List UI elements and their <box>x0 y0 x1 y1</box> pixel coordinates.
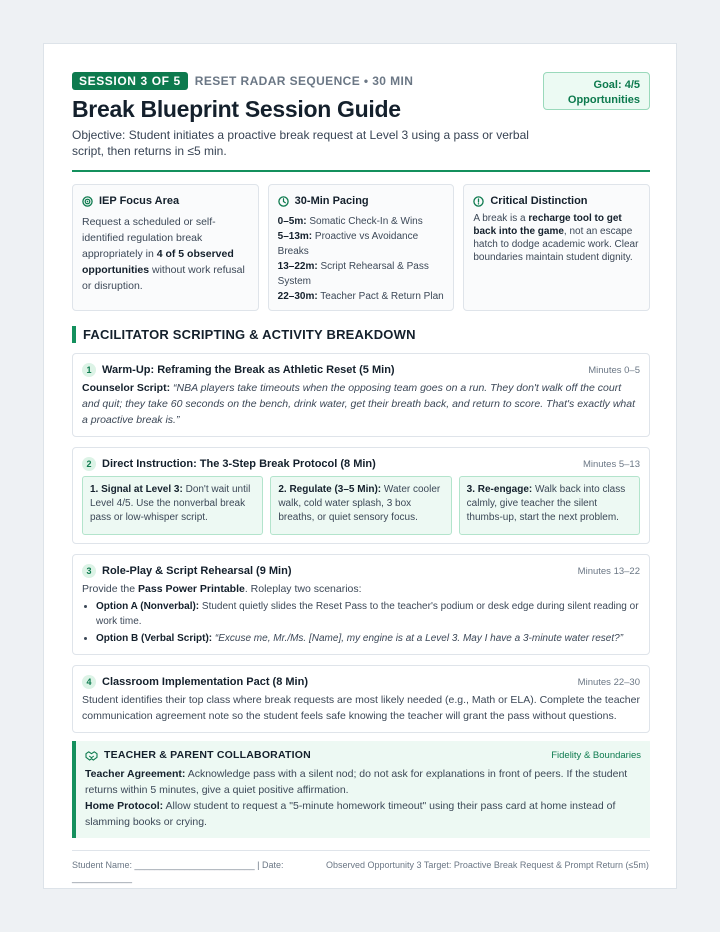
clock-icon <box>278 196 289 207</box>
goal-line-1: Goal: 4/5 <box>593 79 640 91</box>
protocol-step: 2. Regulate (3–5 Min): Water cooler walk, cold water splash, 3 box breaths, or quiet sensory focus. <box>270 476 451 535</box>
roleplay-intro: Provide the Pass Power Printable. Roleplay two scenarios: <box>82 583 362 595</box>
collaboration-title: TEACHER & PARENT COLLABORATION <box>104 749 311 761</box>
activity-number: 4 <box>82 675 96 689</box>
goal-box <box>543 72 650 110</box>
distinction-card-text: A break is a recharge tool to get back into the game, not an escape hatch to dodge academic work. Clear boundaries maintain student dignity. <box>473 213 639 263</box>
activity-2 <box>72 447 650 544</box>
activity-title: Direct Instruction: The 3-Step Break Protocol (8 Min) <box>102 458 376 470</box>
pact-text: Student identifies their top class where break requests are most likely needed (e.g., Math or ELA). Complete the teacher communication agreement note so the student feels safe knowing the teacher will grant the pass without questions. <box>82 694 640 722</box>
iep-card-title: IEP Focus Area <box>99 195 180 207</box>
activity-title: Warm-Up: Reframing the Break as Athletic Reset (5 Min) <box>102 364 395 376</box>
summary-cards <box>72 184 650 311</box>
activity-minutes: Minutes 0–5 <box>588 364 640 376</box>
roleplay-option: • Option B (Verbal Script): “Excuse me, Mr./Ms. [Name], my engine is at a Level 3. May I have a 3-minute water reset?” <box>96 631 640 646</box>
iep-focus-card <box>72 184 259 311</box>
activity-number: 3 <box>82 564 96 578</box>
roleplay-options <box>82 599 640 646</box>
sequence-label: RESET RADAR SEQUENCE • 30 MIN <box>194 74 414 88</box>
protocol-step: 1. Signal at Level 3: Don't wait until Level 4/5. Use the nonverbal break pass or low-whisper script. <box>82 476 263 535</box>
objective-text: Objective: Student initiates a proactive break request at Level 3 using a pass or verbal script, then returns in ≤5 min. <box>72 128 529 158</box>
protocol-step: 3. Re-engage: Walk back into class calmly, give teacher the silent thumbs-up, start the next problem. <box>459 476 640 535</box>
pacing-card <box>268 184 455 311</box>
activity-number: 1 <box>82 363 96 377</box>
activity-number: 2 <box>82 457 96 471</box>
pacing-row: 22–30m: Teacher Pact & Return Plan <box>277 291 444 302</box>
pacing-row: 5–13m: Proactive vs Avoidance Breaks <box>277 231 419 257</box>
goal-line-2: Opportunities <box>567 94 640 106</box>
session-badge: SESSION 3 OF 5 <box>72 72 188 90</box>
activity-3 <box>72 554 650 655</box>
page-title: Break Blueprint Session Guide <box>72 96 401 122</box>
teacher-agreement: Teacher Agreement: Acknowledge pass with a silent nod; do not ask for explanations in front of peers. If the student returns within 5 minutes, give a quiet positive affirmation. <box>85 768 628 796</box>
activity-1 <box>72 353 650 437</box>
pacing-card-title: 30-Min Pacing <box>294 195 369 207</box>
handshake-icon <box>85 750 98 761</box>
student-name-date-field: Student Name: ________________________ | Date: ____________ <box>72 860 284 883</box>
activity-title: Role-Play & Script Rehearsal (9 Min) <box>102 565 292 577</box>
header-divider <box>72 170 650 172</box>
activity-4 <box>72 665 650 733</box>
collaboration-box <box>72 741 650 838</box>
collaboration-tag: Fidelity & Boundaries <box>551 749 641 761</box>
activity-minutes: Minutes 13–22 <box>577 565 640 577</box>
page-footer <box>72 850 650 885</box>
distinction-card-title: Critical Distinction <box>490 195 588 207</box>
alert-circle-icon <box>473 196 484 207</box>
session-guide-page <box>43 43 677 889</box>
pacing-row: 0–5m: Somatic Check-In & Wins <box>277 216 423 227</box>
counselor-script: Counselor Script: “NBA players take timeouts when the opposing team goes on a run. They don't walk off the court and quit; they take 60 seconds on the bench, drink water, get their breath back, and return to score. That's exactly what a proactive break is.” <box>82 382 635 426</box>
protocol-steps <box>82 476 640 535</box>
home-protocol: Home Protocol: Allow student to request a "5-minute homework timeout" using their pass card at home instead of slamming books or crying. <box>85 800 616 828</box>
activity-title: Classroom Implementation Pact (8 Min) <box>102 676 308 688</box>
section-title: FACILITATOR SCRIPTING & ACTIVITY BREAKDOWN <box>72 326 650 343</box>
iep-card-text: Request a scheduled or self-identified regulation break appropriately in 4 of 5 observed opportunities without work refusal or disruption. <box>82 216 245 292</box>
activity-minutes: Minutes 22–30 <box>577 676 640 688</box>
page-content <box>72 72 650 885</box>
target-icon <box>82 196 93 207</box>
critical-distinction-card <box>463 184 650 311</box>
observed-opportunity-target: Observed Opportunity 3 Target: Proactive Break Request & Prompt Return (≤5m) <box>326 860 649 870</box>
activity-minutes: Minutes 5–13 <box>582 458 640 470</box>
roleplay-option: • Option A (Nonverbal): Student quietly slides the Reset Pass to the teacher's podium or desk edge during silent reading or work time. <box>96 599 640 629</box>
pacing-row: 13–22m: Script Rehearsal & Pass System <box>277 261 429 287</box>
